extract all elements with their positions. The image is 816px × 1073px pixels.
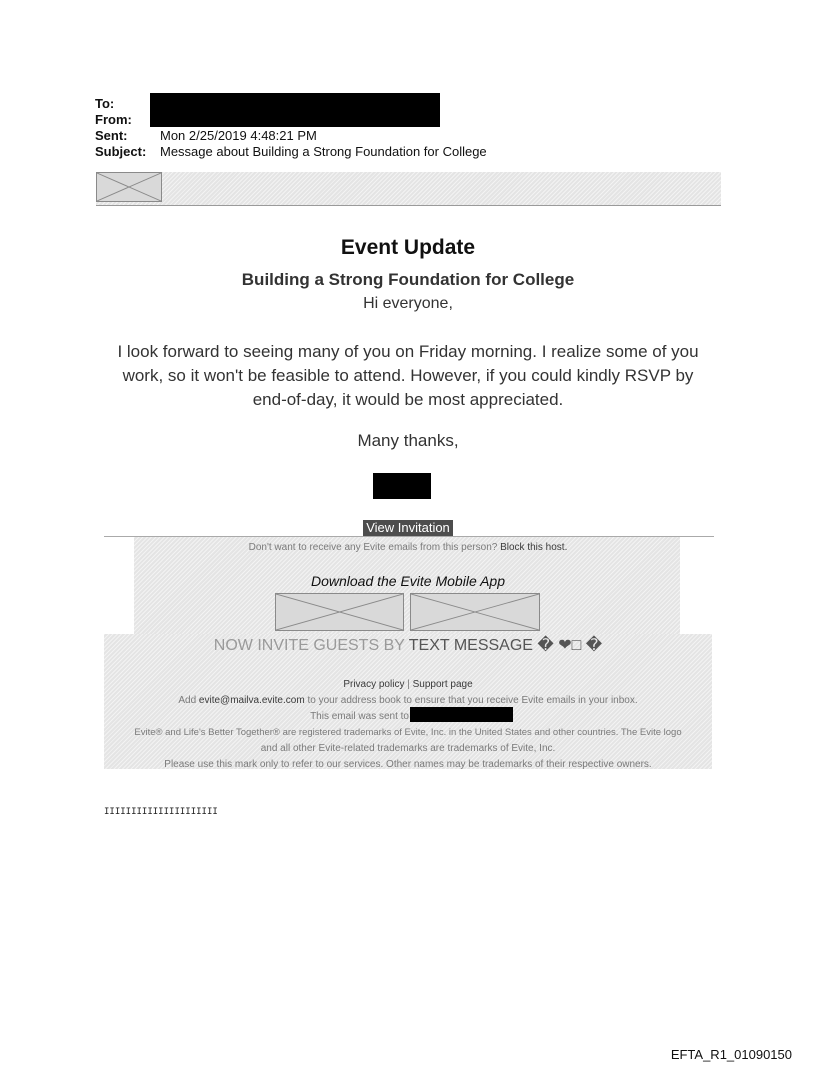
subject-label: Subject:: [95, 144, 147, 159]
google-play-badge-icon[interactable]: [410, 593, 540, 631]
address-prefix: Add: [178, 695, 197, 706]
link-separator: |: [407, 679, 410, 690]
invite-highlight: TEXT MESSAGE: [408, 637, 533, 654]
greeting: Hi everyone,: [363, 295, 453, 312]
trademark-line-2: and all other Evite-related trademarks are trademarks of Evite, Inc.: [260, 743, 556, 754]
redaction-recipient: [410, 707, 513, 722]
message-line: I look forward to seeing many of you on Friday morning. I realize some of you: [117, 342, 699, 361]
invite-prefix: NOW INVITE GUESTS BY: [213, 637, 405, 654]
redaction-to-from: [150, 93, 440, 127]
sent-value: Mon 2/25/2019 4:48:21 PM: [160, 128, 317, 143]
sent-label: Sent:: [95, 128, 128, 143]
address-book-line: [0, 695, 816, 707]
app-store-badge-icon[interactable]: [275, 593, 404, 631]
text-message-promo[interactable]: [0, 637, 816, 655]
event-title: Building a Strong Foundation for College: [241, 270, 575, 289]
redaction-signature: [373, 473, 431, 499]
barcode-marks: IIIIIIIIIIIIIIIIIIIII: [104, 807, 218, 817]
evite-email-link[interactable]: evite@mailva.evite.com: [198, 695, 305, 706]
block-host-text: Don't want to receive any Evite emails from this person?: [248, 542, 498, 553]
download-app-heading: Download the Evite Mobile App: [310, 573, 506, 589]
block-host-line: [0, 542, 816, 554]
to-label: To:: [95, 96, 115, 111]
view-invitation-button[interactable]: View Invitation: [363, 520, 453, 536]
message-line: work, so it won't be feasible to attend. However, if you could kindly RSVP by: [122, 366, 694, 385]
event-update-heading: Event Update: [340, 236, 476, 259]
subject-value: Message about Building a Strong Foundation for College: [160, 144, 487, 159]
trademark-line-3: Please use this mark only to refer to our services. Other names may be trademarks of their respective owners.: [164, 759, 652, 770]
policy-links: [0, 679, 816, 691]
block-host-link[interactable]: Block this host.: [500, 542, 568, 553]
privacy-policy-link[interactable]: Privacy policy: [343, 679, 405, 690]
broken-image-icon: [96, 172, 162, 202]
support-page-link[interactable]: Support page: [412, 679, 473, 690]
document-id: EFTA_R1_01090150: [670, 1047, 792, 1062]
message-line: end-of-day, it would be most appreciated.: [252, 390, 564, 409]
email-banner: [96, 172, 721, 206]
sent-to-text: This email was sent to: [310, 711, 409, 722]
from-label: From:: [95, 112, 132, 127]
signoff: Many thanks,: [357, 431, 459, 450]
message-paragraph: [0, 340, 816, 412]
invite-symbols-icon: � ❤□ �: [537, 637, 603, 654]
address-suffix: to your address book to ensure that you receive Evite emails in your inbox.: [307, 695, 638, 706]
trademark-line-1: Evite® and Life's Better Together® are registered trademarks of Evite, Inc. in the United States and other countries. The Evite logo: [134, 727, 682, 738]
